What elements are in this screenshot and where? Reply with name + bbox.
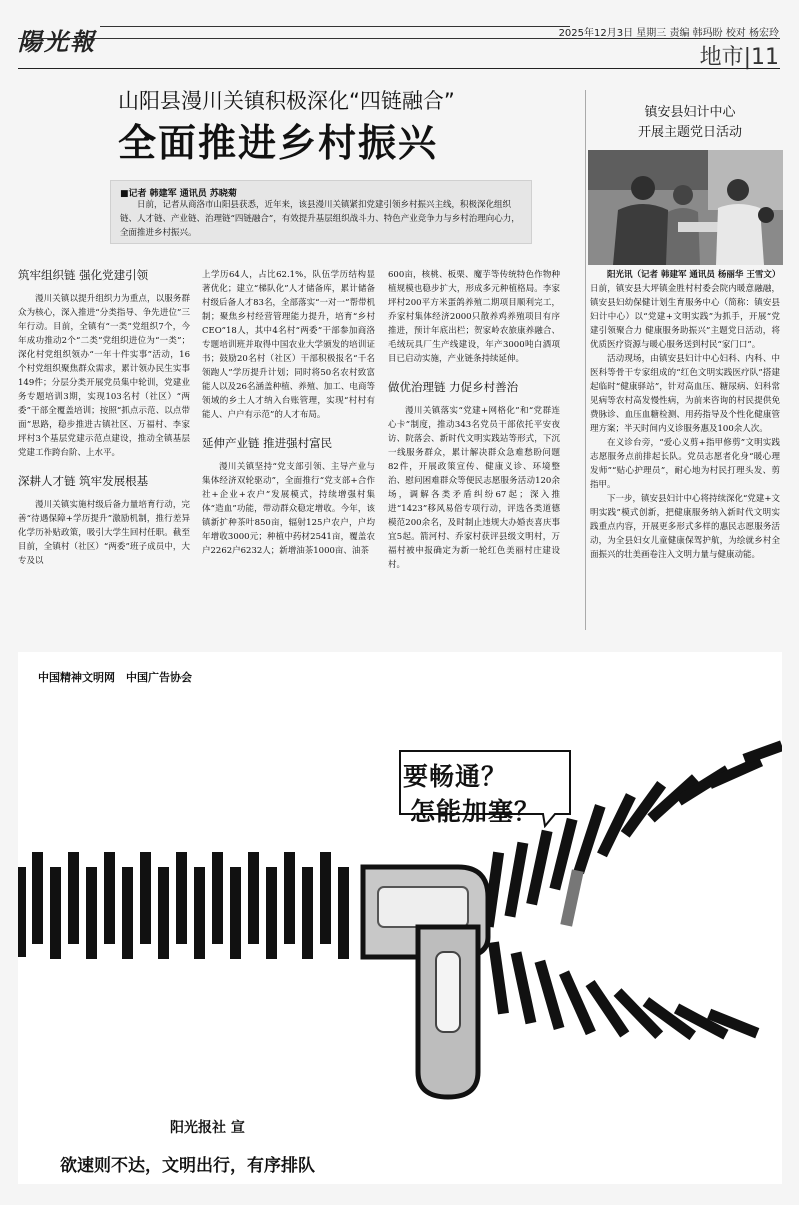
section-label: 地市|11 xyxy=(699,45,779,70)
story-byline: ■记者 韩建军 通讯员 苏晓菊 xyxy=(120,189,237,199)
zipper-illustration xyxy=(18,652,782,1184)
column-3 xyxy=(388,268,560,572)
subheading-talent: 深耕人才链 筑牢发展根基 xyxy=(18,474,149,488)
paragraph: 上学历64人，占比62.1%，队伍学历结构显著优化；建立“梯队化”人才储备库，累计储备村级后备人才83名，全部落实“一对一”帮带机制；聚焦乡村经营管理能力提升，培育“乡村CEO”18人，其中4名村“两委”干部参加商洛专题培训班并取得中国农业大学颁发的培训证书；鼓励20名村（社区）干部积极报名“千名领跑人”学历提升计划；同时将50名农村致富能人以及26名涵盖种植、养殖、加工、电商等领域的乡土人才纳入台账管理，实现“村村有能人、户户有示范”的人才布局。 xyxy=(202,270,375,420)
side-headline-line1: 镇安县妇计中心 xyxy=(644,105,736,120)
story-headline: 全面推进乡村振兴 xyxy=(118,121,439,165)
masthead-rule xyxy=(100,26,570,27)
side-headline-line2: 开展主题党日活动 xyxy=(637,125,742,140)
paragraph xyxy=(590,268,780,352)
paragraph: 600亩，核桃、板栗、魔芋等传统特色作物种植规模也稳步扩大，形成多元种植格局。李家坪村200平方米蛋鸽养殖二期项目顺利完工，乔家村集体经济2000只散养鸡养殖项目有序推进，预计年底出栏；贺家岭农旅康养融合、毛绒玩具厂生产线建设，年产3000吨白酒项目已启动实施，产业链条持续延伸。 xyxy=(388,270,560,364)
story-kicker: 山阳县漫川关镇积极深化“四链融合” xyxy=(118,89,455,113)
ad-sponsor: 阳光报社 宣 xyxy=(170,1120,245,1136)
paragraph: 活动现场，由镇安县妇计中心妇科、内科、中医科等骨干专家组成的“红色文明实践医疗队”搭建起临时“健康驿站”，针对高血压、糖尿病、妇科常见病等农村高发慢性病，为前来咨询的村民提供免费脉诊、血压血糖检测、用药指导及个性化健康管理方案；半天时间内义诊服务惠及100余人次。 xyxy=(590,354,780,434)
subheading-organization: 筑牢组织链 强化党建引领 xyxy=(18,268,149,282)
paragraph: 漫川关镇实施村级后备力量培育行动，完善“待遇保障+学历提升”激励机制，推行差异化学历补贴政策，吸引大学生回村任职。截至目前，全镇村（社区）“两委”班子成员中，大专及以 xyxy=(18,500,190,566)
ad-slogan: 欲速则不达，文明出行，有序排队 xyxy=(60,1156,315,1176)
side-story-body xyxy=(590,268,780,562)
bubble-text-line2: 怎能加塞？ xyxy=(410,797,541,826)
paragraph: 漫川关镇坚持“党支部引领、主导产业与集体经济双轮驱动”，全面推行“党支部+合作社+企业+农户”发展模式，持续增强村集体“造血”功能，带动群众稳定增收。今年，该镇新扩种茶叶850亩，辐射125户农户，户均年增收3000元；种植中药材2541亩，覆盖农户2262户6232人；新增油茶1000亩、油茶 xyxy=(202,462,375,556)
story-lead: 日前，记者从商洛市山阳县获悉，近年来，该县漫川关镇紧扣党建引领乡村振兴主线，积极深化组织链、人才链、产业链、治理链“四链融合”，有效提升基层组织战斗力、特色产业竞争力与乡村治理向心力，全面推进乡村振兴。 xyxy=(120,200,520,238)
side-byline: 阳光讯（记者 韩建军 通讯员 杨丽华 王雪文） xyxy=(607,270,781,280)
paragraph: 下一步，镇安县妇计中心将持续深化“党建+文明实践”模式创新，把健康服务纳入新时代文明实践重点内容，开展更多形式多样的惠民志愿服务活动，为全县妇女儿童健康保驾护航，为绘就乡村全面振兴的壮美画卷注入文明力量与健康动能。 xyxy=(590,494,780,560)
side-headline xyxy=(610,103,770,143)
column-divider xyxy=(585,90,586,630)
event-photo xyxy=(588,150,783,265)
subheading-governance: 做优治理链 力促乡村善治 xyxy=(388,380,519,394)
side-lead: 日前，镇安县大坪镇金胜村村委会院内暖意融融，镇安县妇幼保健计划生育服务中心（简称：镇安县妇计中心）以“党建+文明实践”为抓手，开展“党建引领聚合力 健康服务助振兴”主题党日活动，将优质医疗资源与暖心服务送到村民“家门口”。 xyxy=(590,284,780,350)
bubble-text-line1: 要畅通？ xyxy=(403,762,508,791)
column-2 xyxy=(202,268,375,558)
paragraph: 在义诊台旁，“爱心义剪+指甲修剪”文明实践志愿服务点前排起长队。党员志愿者化身“暖心理发师”“贴心护理员”，耐心地为村民打理头发、剪指甲。 xyxy=(590,438,780,490)
newspaper-logo: 陽光報 xyxy=(18,27,96,56)
ad-organizations: 中国精神文明网 中国广告协会 xyxy=(38,671,192,684)
masthead-divider xyxy=(18,38,780,39)
paragraph: 漫川关镇以提升组织力为重点，以服务群众为核心，深入推进“分类指导、争先进位”三年行动。目前，全镇有“一类”党组织7个，今年成功推动2个“二类”党组织进位为“一类”；深化村党组织领办“一年十件实事”活动，16个村党组织聚焦群众需求，累计领办民生实事149件；分层分类开展党员集中轮训，党建业务专题培训3期，实现103名村（社区）“两委”干部全覆盖培训；按照“抓点示范、以点带面”思路，稳步推进古镇社区、万福村、李家坪村3个基层党建示范点建设，推动全镇基层党建工作跨台阶、上水平。 xyxy=(18,294,190,458)
paragraph: 漫川关镇落实“党建+网格化”和“党群连心卡”制度，推动343名党员干部依托平安夜访、院落会、新时代文明实践站等形式，下沉一线服务群众，累计解决群众急难愁盼问题82件，开展政策宣传、健康义诊、环境整治、慰问困难群众等便民志愿服务活动120余场，调解各类矛盾纠纷67起；深入推进“1423”移风易俗专项行动，评选各类道德模范200余名，及时制止违规大办婚丧喜庆事宜5起。箭河村、乔家村获评县级文明村，万福村被申报确定为新一轮红色美丽村庄建设村。 xyxy=(388,406,560,570)
date-line: 2025年12月3日 星期三 责编 韩玛盼 校对 杨宏玲 xyxy=(558,28,779,39)
column-1 xyxy=(18,268,190,568)
subheading-industry: 延伸产业链 推进强村富民 xyxy=(202,436,333,450)
header-divider xyxy=(18,68,780,69)
